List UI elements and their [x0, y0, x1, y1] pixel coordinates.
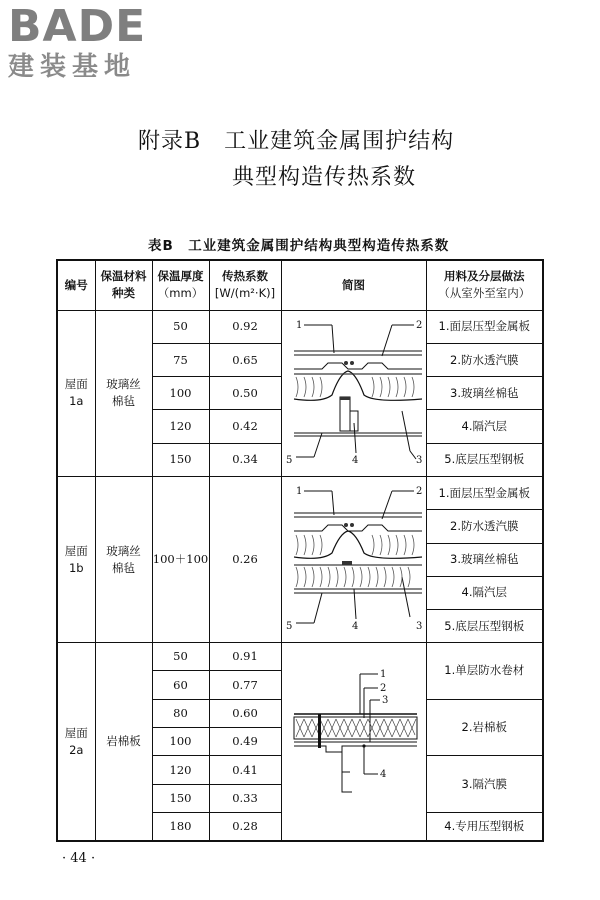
layer-cell: 1.面层压型金属板 [426, 310, 543, 343]
diagram-roof-2a [281, 643, 426, 841]
layer-cell: 4.隔汽层 [426, 576, 543, 609]
k-value-cell: 0.49 [209, 728, 281, 756]
layer-cell: 3.玻璃丝棉毡 [426, 377, 543, 410]
header-layers-line1: 用料及分层做法 [444, 269, 525, 284]
header-thickness-line1: 保温厚度 [157, 269, 204, 284]
group-1b-material [95, 477, 152, 643]
logo-subtitle: 建装基地 [8, 52, 137, 82]
logo [8, 1, 178, 82]
callout-5: 5 [285, 454, 292, 466]
layer-cell: 2.防水透汽膜 [426, 343, 543, 376]
group-2a-material: 岩棉板 [95, 643, 152, 841]
thickness-cell: 75 [152, 343, 209, 376]
callout-2: 2 [415, 486, 422, 498]
thickness-cell: 50 [152, 643, 209, 671]
table-row [57, 643, 543, 671]
header-thickness-line2: （mm） [157, 286, 204, 301]
layer-cell: 3.玻璃丝棉毡 [426, 543, 543, 576]
layer-cell: 5.底层压型钢板 [426, 443, 543, 476]
k-value-cell: 0.28 [209, 813, 281, 841]
header-layers [426, 260, 543, 310]
roof-1b-section-drawing [282, 477, 427, 642]
k-value-cell: 0.65 [209, 343, 281, 376]
callout-2: 2 [379, 682, 386, 694]
header-k-line2: [W/(m²·K)] [214, 286, 276, 301]
thickness-cell: 60 [152, 671, 209, 699]
header-material [95, 260, 152, 310]
callout-3: 3 [415, 454, 422, 466]
callout-4: 4 [379, 768, 386, 780]
group-1a-material-line2: 棉毡 [112, 394, 135, 409]
group-1b-material-line2: 棉毡 [112, 560, 135, 575]
thickness-cell: 120 [152, 756, 209, 785]
table-caption: 表B 工业建筑金属围护结构典型构造传热系数 [148, 238, 450, 254]
callout-1: 1 [379, 668, 386, 680]
appendix-title-line1: 附录B 工业建筑金属围护结构 [138, 129, 455, 154]
group-1a-material-line1: 玻璃丝 [106, 377, 141, 392]
thickness-cell: 100＋100 [152, 477, 209, 643]
layer-cell: 4.隔汽层 [426, 410, 543, 443]
layer-cell: 1.面层压型金属板 [426, 477, 543, 510]
callout-1: 1 [295, 319, 302, 331]
callout-3: 3 [381, 694, 388, 706]
group-1b-code-line2: 1b [68, 560, 84, 575]
k-value-cell: 0.33 [209, 785, 281, 813]
callout-5: 5 [285, 621, 292, 633]
header-material-line1: 保温材料 [100, 269, 147, 284]
group-2a-code-line2: 2a [69, 742, 84, 757]
heat-transfer-table [56, 259, 544, 842]
k-value-cell: 0.91 [209, 643, 281, 671]
group-1b-code [57, 477, 95, 643]
diagram-roof-1b [281, 477, 426, 643]
thickness-cell: 150 [152, 443, 209, 476]
thickness-cell: 80 [152, 699, 209, 728]
k-value-cell: 0.34 [209, 443, 281, 476]
thickness-cell: 50 [152, 310, 209, 343]
header-diagram: 简图 [281, 260, 426, 310]
header-layers-line2: （从室外至室内） [438, 286, 531, 301]
k-value-cell: 0.77 [209, 671, 281, 699]
k-value-cell: 0.60 [209, 699, 281, 728]
layer-cell: 5.底层压型钢板 [426, 610, 543, 643]
header-material-line2: 种类 [112, 286, 135, 301]
group-1b-code-line1: 屋面 [64, 543, 88, 558]
layer-cell: 2.防水透汽膜 [426, 510, 543, 543]
thickness-cell: 100 [152, 377, 209, 410]
page-number: · 44 · [62, 851, 96, 866]
logo-brand: BADE [8, 1, 147, 52]
group-1b-material-line1: 玻璃丝 [106, 543, 141, 558]
k-value-cell: 0.42 [209, 410, 281, 443]
header-k-line1: 传热系数 [222, 269, 268, 284]
table-row [57, 310, 543, 343]
group-2a-code-line1: 屋面 [64, 725, 88, 740]
callout-4: 4 [351, 621, 358, 633]
thickness-cell: 120 [152, 410, 209, 443]
k-value-cell: 0.26 [209, 477, 281, 643]
layer-cell: 2.岩棉板 [426, 699, 543, 756]
k-value-cell: 0.41 [209, 756, 281, 785]
callout-2: 2 [415, 319, 422, 331]
roof-2a-section-drawing [282, 644, 427, 840]
k-value-cell: 0.50 [209, 377, 281, 410]
thickness-cell: 100 [152, 728, 209, 756]
appendix-title-line2: 典型构造传热系数 [232, 165, 417, 190]
header-thickness [152, 260, 209, 310]
diagram-roof-1a [281, 310, 426, 476]
thickness-cell: 150 [152, 785, 209, 813]
layer-cell: 4.专用压型钢板 [426, 813, 543, 841]
callout-4: 4 [351, 454, 358, 466]
table-row [57, 477, 543, 510]
layer-cell: 3.隔汽膜 [426, 756, 543, 813]
group-1a-code [57, 310, 95, 476]
header-k [209, 260, 281, 310]
group-1a-code-line2: 1a [69, 394, 84, 409]
thickness-cell: 180 [152, 813, 209, 841]
layer-cell: 1.单层防水卷材 [426, 643, 543, 699]
callout-1: 1 [295, 486, 302, 498]
k-value-cell: 0.92 [209, 310, 281, 343]
group-1a-code-line1: 屋面 [64, 377, 88, 392]
header-code: 编号 [57, 260, 95, 310]
roof-1a-section-drawing [282, 311, 427, 476]
group-2a-code [57, 643, 95, 841]
group-1a-material [95, 310, 152, 476]
callout-3: 3 [415, 621, 422, 633]
table-header-row [57, 260, 543, 310]
